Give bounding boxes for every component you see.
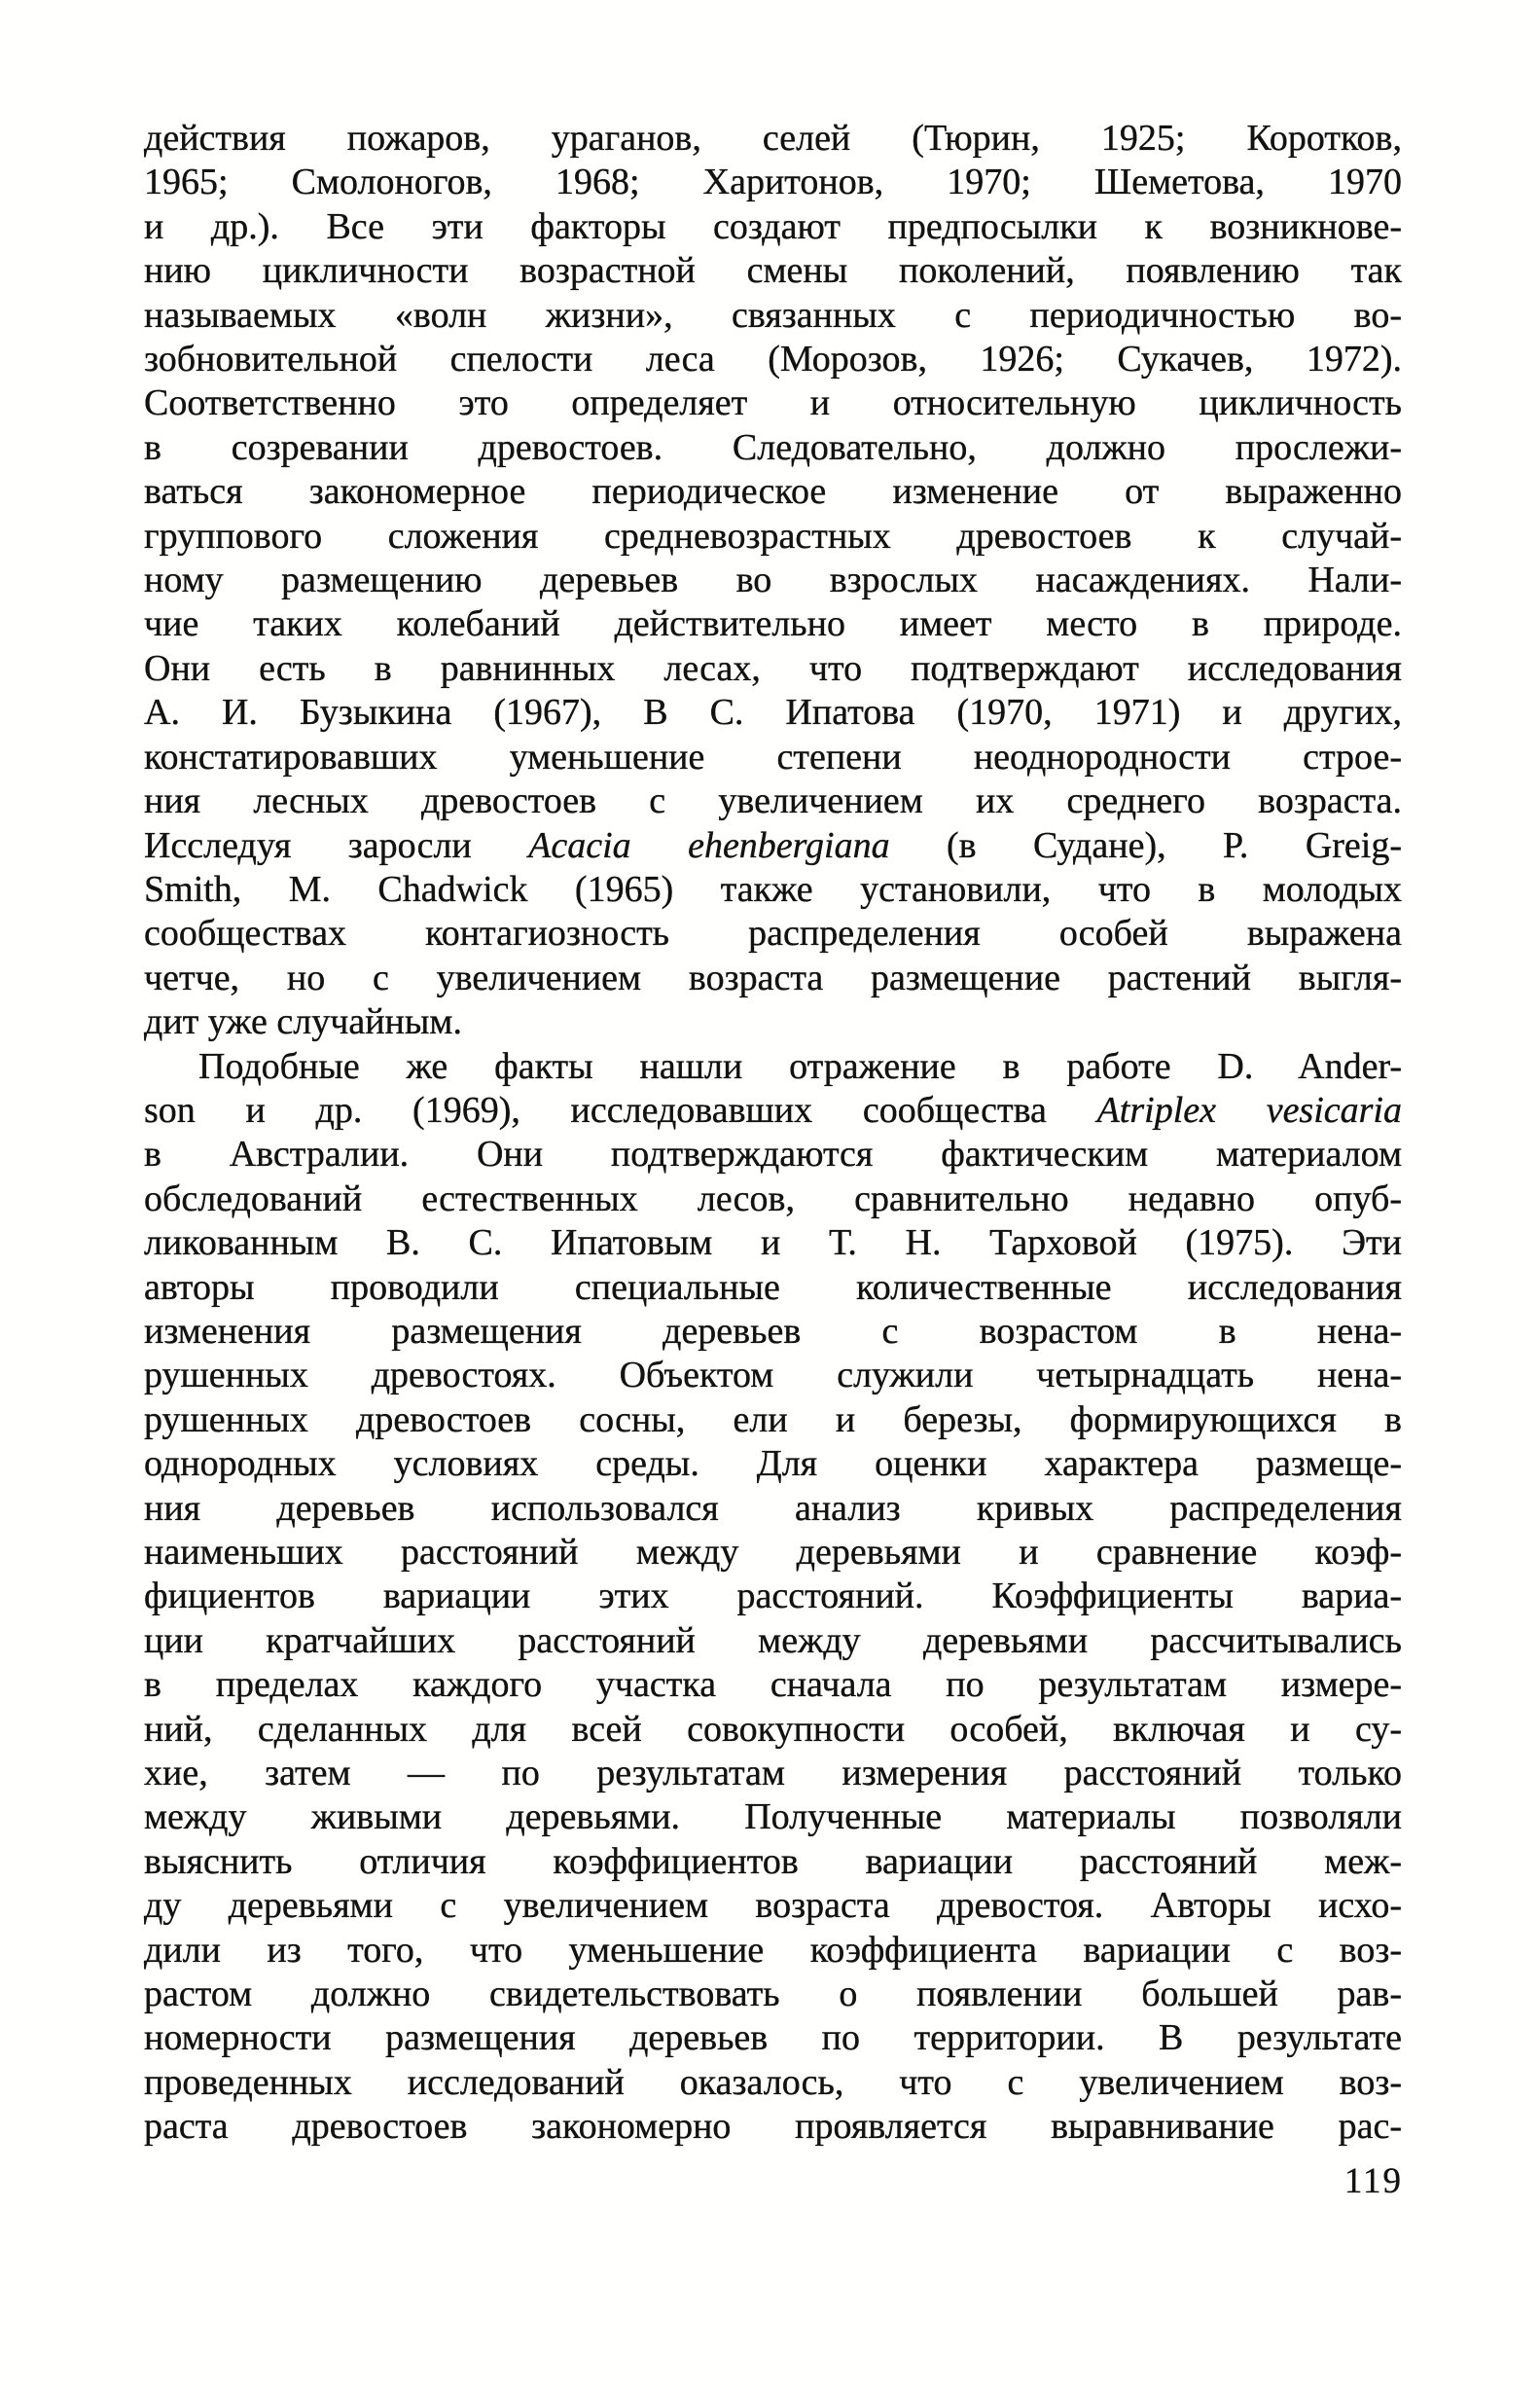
text-run: (в Судане), P. Greig- <box>889 824 1402 866</box>
text-line <box>144 779 1402 823</box>
text-run: сообществах контагиозность распределения особей выражена <box>144 913 1402 955</box>
text-line <box>144 1531 1402 1575</box>
text-line <box>144 117 1402 161</box>
text-run: рушенных древостоев сосны, ели и березы, формирующихся в <box>144 1398 1402 1440</box>
text-run: фициентов вариации этих расстояний. Коэффициенты вариа- <box>144 1575 1402 1617</box>
species-name-italic: Atriplex vesicaria <box>1096 1089 1402 1131</box>
text-line <box>144 1089 1402 1133</box>
text-run: в Австралии. Они подтверждаются фактическим материалом <box>144 1134 1402 1176</box>
text-line <box>144 1619 1402 1663</box>
page-number: 119 <box>1343 2161 1403 2201</box>
text-run: называемых «волн жизни», связанных с периодичностью во- <box>144 294 1402 336</box>
text-run: дили из того, что уменьшение коэффициента вариации с воз- <box>144 1929 1402 1971</box>
text-line <box>144 2061 1402 2105</box>
text-run: и др.). Все эти факторы создают предпосылки к возникнове- <box>144 205 1402 247</box>
text-line <box>144 1310 1402 1354</box>
text-line <box>144 559 1402 602</box>
text-run: нию цикличности возрастной смены поколений, появлению так <box>144 250 1402 292</box>
text-run: изменения размещения деревьев с возрастом в нена- <box>144 1310 1402 1352</box>
text-line <box>144 1133 1402 1177</box>
text-run: в пределах каждого участка сначала по результатам измере- <box>144 1664 1402 1706</box>
text-line <box>144 824 1402 868</box>
text-run: констатировавших уменьшение степени неоднородности строе- <box>144 736 1402 778</box>
body-text <box>144 117 1402 2150</box>
text-line <box>144 868 1402 912</box>
text-line <box>144 736 1402 779</box>
text-run: ния деревьев использовался анализ кривых распределения <box>144 1487 1402 1529</box>
text-line <box>144 1045 1402 1089</box>
text-line <box>144 2105 1402 2149</box>
text-line <box>144 249 1402 293</box>
text-line <box>144 957 1402 1000</box>
species-name-italic: Acacia ehenbergiana <box>528 824 890 866</box>
text-line <box>144 1398 1402 1442</box>
text-run: растом должно свидетельствовать о появлении большей рав- <box>144 1974 1402 2015</box>
text-run: Smith, M. Chadwick (1965) также установили, что в молодых <box>144 868 1402 910</box>
text-line <box>144 1354 1402 1397</box>
text-run: хие, затем — по результатам измерения расстояний только <box>144 1753 1402 1794</box>
text-line <box>144 647 1402 691</box>
text-run: чие таких колебаний действительно имеет место в природе. <box>144 603 1402 645</box>
text-run: А. И. Бузыкина (1967), В С. Ипатова (1970, 1971) и других, <box>144 692 1402 734</box>
text-run: Соответственно это определяет и относительную цикличность <box>144 382 1402 424</box>
text-line <box>144 1884 1402 1928</box>
text-run: дит уже случайным. <box>144 1001 462 1043</box>
text-run: действия пожаров, ураганов, селей (Тюрин, 1925; Коротков, <box>144 118 1402 159</box>
text-line <box>144 161 1402 204</box>
text-line <box>144 1487 1402 1531</box>
text-run: однородных условиях среды. Для оценки характера размеще- <box>144 1443 1402 1485</box>
text-line <box>144 1663 1402 1707</box>
text-run: наименьших расстояний между деревьями и сравнение коэф- <box>144 1532 1402 1573</box>
text-run: ному размещению деревьев во взрослых насаждениях. Нали- <box>144 560 1402 601</box>
text-line <box>144 1840 1402 1884</box>
text-run: между живыми деревьями. Полученные материалы позволяли <box>144 1796 1402 1838</box>
text-line <box>144 381 1402 425</box>
text-line <box>144 602 1402 646</box>
text-run: Они есть в равнинных лесах, что подтверждают исследования <box>144 647 1402 689</box>
text-line <box>144 691 1402 735</box>
text-line <box>144 205 1402 249</box>
text-line <box>144 2016 1402 2060</box>
text-run: проведенных исследований оказалось, что с увеличением воз- <box>144 2061 1402 2103</box>
text-run: ния лесных древостоев с увеличением их среднего возраста. <box>144 780 1402 822</box>
text-run: son и др. (1969), исследовавших сообщества <box>144 1089 1097 1131</box>
text-run: ции кратчайших расстояний между деревьями рассчитывались <box>144 1619 1402 1661</box>
text-run: выяснить отличия коэффициентов вариации расстояний меж- <box>144 1840 1402 1882</box>
text-line <box>144 1266 1402 1310</box>
text-run: рушенных древостоях. Объектом служили четырнадцать нена- <box>144 1355 1402 1396</box>
text-line <box>144 294 1402 338</box>
text-run: ний, сделанных для всей совокупности особей, включая и су- <box>144 1708 1402 1750</box>
text-line <box>144 1973 1402 2016</box>
text-line <box>144 470 1402 514</box>
text-run: группового сложения средневозрастных древостоев к случай- <box>144 515 1402 557</box>
text-run: зобновительной спелости леса (Морозов, 1926; Сукачев, 1972). <box>144 339 1402 380</box>
text-line <box>144 1795 1402 1839</box>
text-run: ду деревьями с увеличением возраста древостоя. Авторы исхо- <box>144 1885 1402 1927</box>
text-line <box>144 515 1402 559</box>
text-run: ваться закономерное периодическое изменение от выраженно <box>144 471 1402 513</box>
text-run: 1965; Смолоногов, 1968; Харитонов, 1970; Шеметова, 1970 <box>144 162 1402 203</box>
text-line <box>144 1929 1402 1973</box>
text-line <box>144 1575 1402 1618</box>
text-run: в созревании древостоев. Следовательно, должно прослежи- <box>144 426 1402 468</box>
text-line <box>144 1177 1402 1221</box>
text-line <box>144 1752 1402 1795</box>
text-run: ликованным В. С. Ипатовым и Т. Н. Тарховой (1975). Эти <box>144 1222 1402 1264</box>
text-line <box>144 1000 1402 1044</box>
text-run: Подобные же факты нашли отражение в работе D. Ander- <box>198 1045 1402 1087</box>
text-line <box>144 1442 1402 1486</box>
text-run: авторы проводили специальные количественные исследования <box>144 1266 1402 1308</box>
text-run: обследований естественных лесов, сравнительно недавно опуб- <box>144 1177 1402 1219</box>
text-run: раста древостоев закономерно проявляется выравнивание рас- <box>144 2106 1402 2148</box>
text-line <box>144 1221 1402 1265</box>
text-line <box>144 426 1402 470</box>
text-line <box>144 338 1402 381</box>
text-run: номерности размещения деревьев по территории. В результате <box>144 2017 1402 2059</box>
text-run: четче, но с увеличением возраста размещение растений выгля- <box>144 957 1402 998</box>
text-line <box>144 1708 1402 1752</box>
text-line <box>144 912 1402 956</box>
text-run: Исследуя заросли <box>144 824 529 866</box>
